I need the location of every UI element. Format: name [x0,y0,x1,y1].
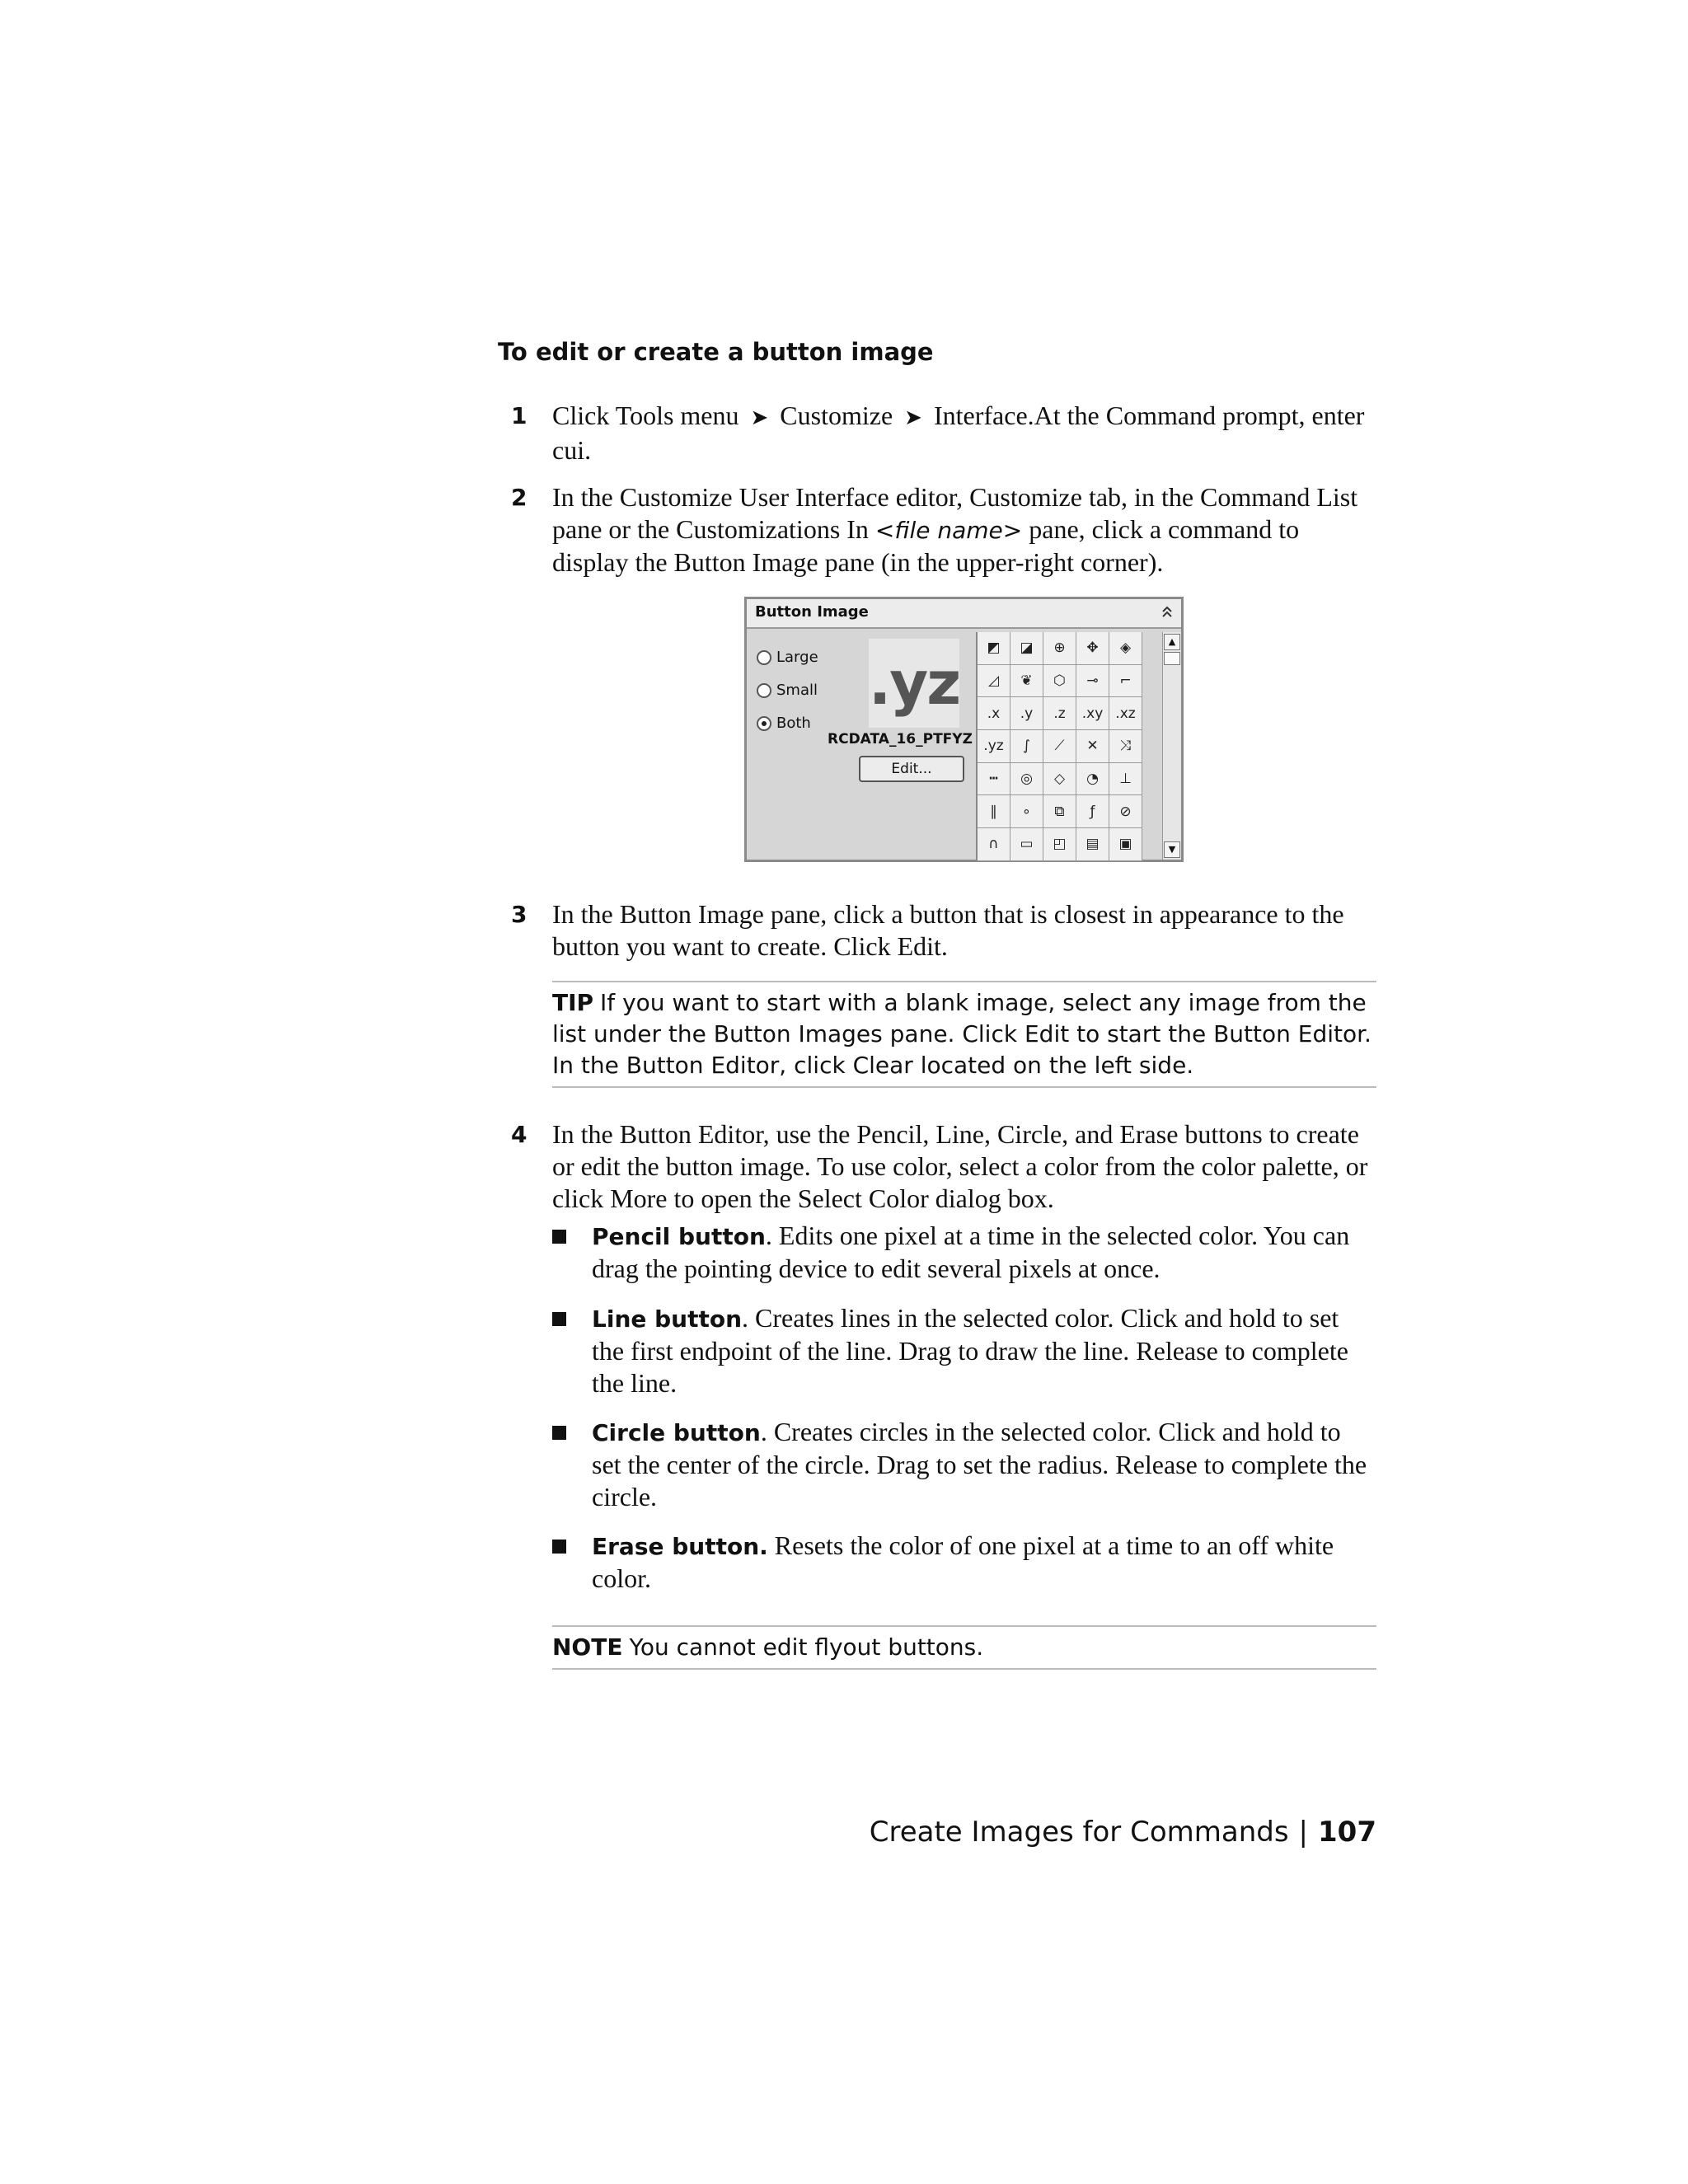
button-preview: .yz [869,639,959,728]
edit-button[interactable]: Edit... [859,756,964,782]
link-icon[interactable]: ⊸ [1076,665,1109,698]
quadrant-icon[interactable]: ◇ [1043,763,1076,796]
bullet-text: . Edits one pixel at a time in the selected color. You can drag the pointing device to edit several pixels at once. [592,1221,1350,1283]
bullet-square-icon [552,1426,566,1440]
step-text: In the Button Image pane, click a button that is closest in appearance to the button you want to create. Click Edit. [552,899,1344,961]
origin-icon[interactable]: ⊕ [1043,632,1076,665]
save-icon[interactable]: ▣ [1109,828,1142,861]
bullet-erase [552,1530,1376,1595]
footer-title: Create Images for Commands [869,1816,1289,1849]
radio-large[interactable] [757,649,818,666]
leaf-icon[interactable]: ❦ [1010,665,1043,698]
procedure-heading: To edit or create a button image [498,338,934,366]
insert-icon[interactable]: ⧉ [1043,795,1076,828]
ucs-icon[interactable]: ◩ [978,632,1010,665]
bullet-term: Circle button [592,1419,761,1446]
open-icon[interactable]: ◰ [1043,828,1076,861]
step-text: Click Tools menu [552,401,739,430]
bullet-square-icon [552,1230,566,1244]
pane-title-bar [747,599,1181,629]
filter-yz-icon[interactable]: .yz [978,730,1010,763]
intersect-icon[interactable]: ⤨ [1109,730,1142,763]
file-name-placeholder: <file name> [874,517,1023,544]
new-icon[interactable]: ▭ [1010,828,1043,861]
step-3 [511,898,1376,963]
perpendicular-icon[interactable]: ⊥ [1109,763,1142,796]
grid-scrollbar[interactable] [1162,632,1181,860]
resource-name: RCDATA_16_PTFYZ [828,731,973,748]
magnet-icon[interactable]: ∩ [978,828,1010,861]
spline-icon[interactable]: ∫ [1010,730,1043,763]
radio-label: Large [776,649,818,666]
radio-label: Both [776,715,811,732]
note-text: You cannot edit flyout buttons. [629,1633,984,1661]
bullet-circle [552,1416,1376,1513]
filter-xz-icon[interactable]: .xz [1109,697,1142,730]
bullet-square-icon [552,1540,566,1554]
dashed-line-icon[interactable]: ┅ [978,763,1010,796]
filter-z-icon[interactable]: .z [1043,697,1076,730]
step-number: 3 [511,901,528,928]
button-image-pane [744,597,1184,862]
nearest-icon[interactable]: ƒ [1076,795,1109,828]
bullet-text: . Creates lines in the selected color. Click and hold to set the first endpoint of the line. Drag to draw the line. Release to complete the line. [592,1303,1348,1398]
button-image-grid [976,632,1142,861]
step-4 [511,1118,1376,1215]
radio-icon[interactable] [757,683,771,698]
step-text: In the Button Editor, use the Pencil, Line, Circle, and Erase buttons to create or edit the button image. To use color, select a color from the color palette, or click More to open the Select Color dialog box. [552,1119,1368,1213]
note-label: NOTE [552,1633,623,1661]
step-2 [511,481,1376,579]
radio-both[interactable] [757,715,811,732]
bullet-text: Resets the color of one pixel at a time to an off white color. [592,1530,1334,1593]
radio-icon[interactable] [757,716,771,731]
menu-arrow-icon: ➤ [904,405,922,430]
corner-icon[interactable]: ⌐ [1109,665,1142,698]
none-snap-icon[interactable]: ⊘ [1109,795,1142,828]
ucs-save-icon[interactable]: ◪ [1010,632,1043,665]
page-number: 107 [1318,1816,1376,1849]
parallel-icon[interactable]: ∥ [978,795,1010,828]
step-text: Interface.At the Command prompt, enter cui. [552,401,1372,465]
bullet-line [552,1302,1376,1399]
filter-y-icon[interactable]: .y [1010,697,1043,730]
collapse-icon[interactable] [1158,604,1176,622]
radio-label: Small [776,682,818,699]
line-icon[interactable]: ⟋ [1043,730,1076,763]
bullet-pencil [552,1220,1376,1285]
tip-label: TIP [552,989,594,1016]
menu-arrow-icon: ➤ [750,405,769,430]
step-text: Customize [780,401,893,430]
tangent-icon[interactable]: ◔ [1076,763,1109,796]
radio-small[interactable] [757,682,818,699]
bullet-term: Line button [592,1305,743,1333]
step-text: In the Customize User Interface editor, Customize tab, in the Command List pane or the Customizations In [552,482,1365,544]
node-icon[interactable]: ∘ [1010,795,1043,828]
paint-icon[interactable]: ◈ [1109,632,1142,665]
scroll-down-icon[interactable]: ▼ [1164,841,1180,858]
radio-icon[interactable] [757,650,771,665]
cross-icon[interactable]: ✕ [1076,730,1109,763]
filter-x-icon[interactable]: .x [978,697,1010,730]
step-number: 1 [511,402,528,429]
bullet-term: Pencil button [592,1223,766,1250]
sheets-icon[interactable]: ▤ [1076,828,1109,861]
page-footer [870,1816,1376,1849]
tip-text: If you want to start with a blank image, select any image from the list under the Button Images pane. Click Edit to start the Button Editor. In the Button Editor, click Clear located on the left side. [552,989,1372,1079]
move-icon[interactable]: ✥ [1076,632,1109,665]
scroll-up-icon[interactable]: ▲ [1164,634,1180,650]
bullet-text: . Creates circles in the selected color. Click and hold to set the center of the circle. Drag to set the radius. Release to complete the circle. [592,1417,1367,1511]
center-icon[interactable]: ◎ [1010,763,1043,796]
note-box [552,1625,1376,1670]
cube-icon[interactable]: ⬡ [1043,665,1076,698]
step-number: 4 [511,1121,528,1148]
scroll-thumb[interactable] [1164,652,1180,665]
step-text: pane, click a command to display the Button Image pane (in the upper-right corner). [552,514,1306,577]
wedge-icon[interactable]: ◿ [978,665,1010,698]
pane-title: Button Image [755,603,869,621]
step-number: 2 [511,484,528,511]
tip-box [552,981,1376,1088]
filter-xy-icon[interactable]: .xy [1076,697,1109,730]
footer-separator: | [1298,1816,1309,1849]
bullet-term: Erase button. [592,1533,768,1560]
step-1 [511,400,1376,466]
bullet-square-icon [552,1312,566,1326]
